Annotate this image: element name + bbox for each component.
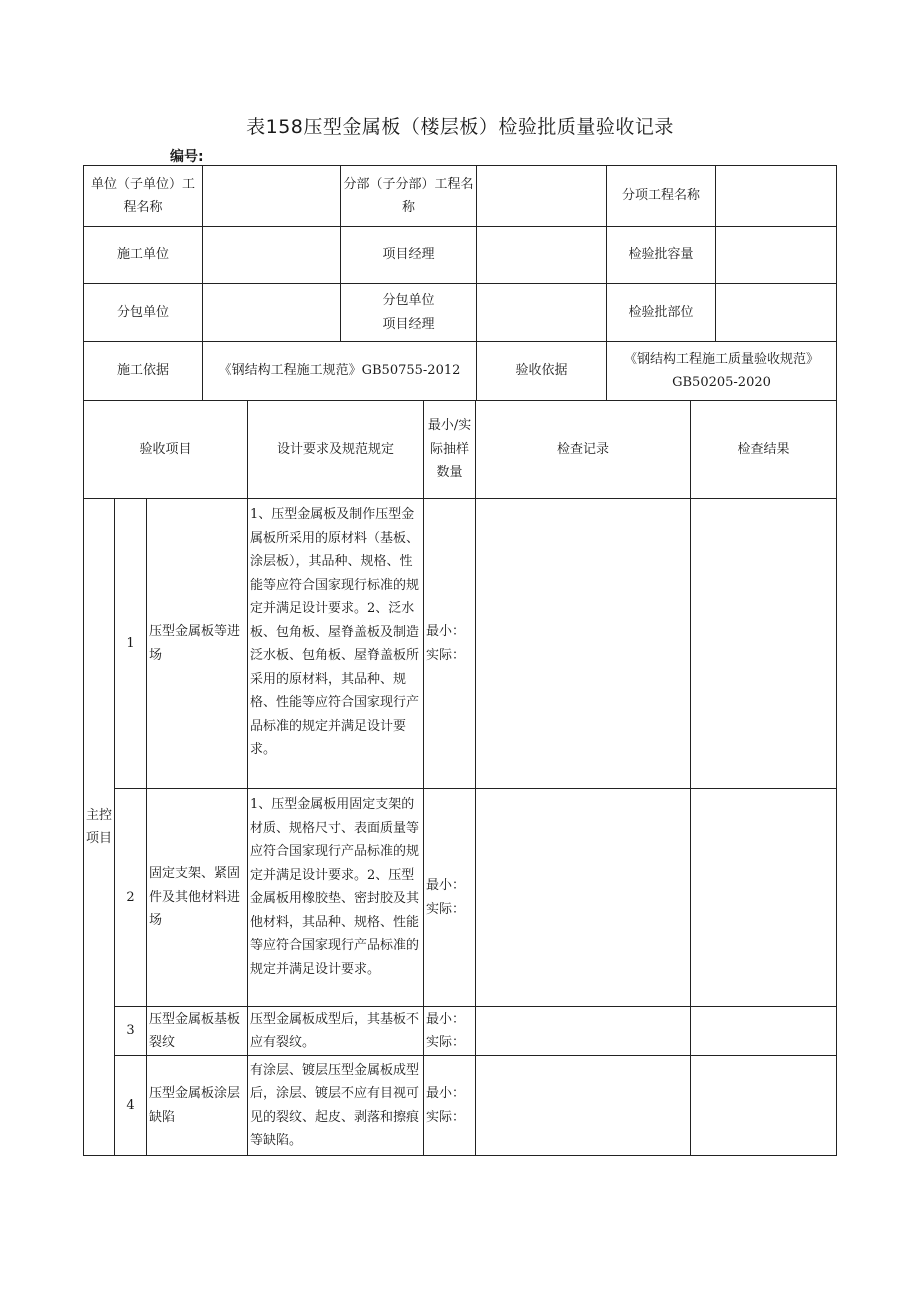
row-record[interactable] <box>476 789 691 1007</box>
row-requirement: 压型金属板成型后，其基板不应有裂纹。 <box>248 1007 424 1056</box>
unit-value[interactable] <box>203 166 341 227</box>
row-record[interactable] <box>476 1056 691 1156</box>
contractor-value[interactable] <box>203 227 341 284</box>
row-record[interactable] <box>476 1007 691 1056</box>
col-result-header: 检查结果 <box>691 401 837 499</box>
row-requirement: 有涂层、镀层压型金属板成型后，涂层、镀层不应有目视可见的裂纹、起皮、剥落和擦痕等缺陷。 <box>248 1056 424 1156</box>
basis-label: 施工依据 <box>84 342 203 401</box>
row-result[interactable] <box>691 1007 837 1056</box>
page-title: 表158压型金属板（楼层板）检验批质量验收记录 <box>246 116 674 138</box>
group-label: 主控项目 <box>84 499 115 1156</box>
table-row <box>84 1007 837 1056</box>
row-item-name: 压型金属板涂层缺陷 <box>147 1056 248 1156</box>
row-result[interactable] <box>691 789 837 1007</box>
subitem-value[interactable] <box>716 166 837 227</box>
acceptance-label: 验收依据 <box>477 342 607 401</box>
table-row <box>84 499 837 789</box>
col-item-header: 验收项目 <box>84 401 248 499</box>
col-requirement-header: 设计要求及规范规定 <box>248 401 424 499</box>
row-number: 1 <box>115 499 147 789</box>
col-sample-header: 最小/实际抽样数量 <box>424 401 476 499</box>
table-row <box>84 1056 837 1156</box>
acceptance-value: 《钢结构工程施工质量验收规范》GB50205-2020 <box>607 342 837 401</box>
row-number: 2 <box>115 789 147 1007</box>
division-value[interactable] <box>477 166 607 227</box>
table-row <box>84 789 837 1007</box>
unit-label: 单位（子单位）工程名称 <box>84 166 203 227</box>
row-item-name: 压型金属板基板裂纹 <box>147 1007 248 1056</box>
basis-value: 《钢结构工程施工规范》GB50755-2012 <box>203 342 477 401</box>
row-item-name: 压型金属板等进场 <box>147 499 248 789</box>
location-value[interactable] <box>716 284 837 342</box>
row-requirement: 1、压型金属板用固定支架的材质、规格尺寸、表面质量等应符合国家现行产品标准的规定并满足设计要求。2、压型金属板用橡胶垫、密封胶及其他材料，其品种、规格、性能等应符合国家现行产品标准的规定并满足设计要求。 <box>248 789 424 1007</box>
row-sample: 最小：实际： <box>424 499 476 789</box>
row-item-name: 固定支架、紧固件及其他材料进场 <box>147 789 248 1007</box>
inspection-table <box>83 400 837 1156</box>
subitem-label: 分项工程名称 <box>607 166 716 227</box>
division-label: 分部（子分部）工程名称 <box>341 166 477 227</box>
row-number: 3 <box>115 1007 147 1056</box>
row-sample: 最小：实际： <box>424 1007 476 1056</box>
contractor-label: 施工单位 <box>84 227 203 284</box>
col-record-header: 检查记录 <box>476 401 691 499</box>
row-requirement: 1、压型金属板及制作压型金属板所采用的原材料（基板、涂层板），其品种、规格、性能等应符合国家现行标准的规定并满足设计要求。2、泛水板、包角板、屋脊盖板及制造泛水板、包角板、屋脊盖板所采用的原材料，其品种、规格、性能等应符合国家现行产品标准的规定并满足设计要求。 <box>248 499 424 789</box>
subcontractor-label: 分包单位 <box>84 284 203 342</box>
subcontractor-value[interactable] <box>203 284 341 342</box>
capacity-value[interactable] <box>716 227 837 284</box>
row-result[interactable] <box>691 499 837 789</box>
pm-label: 项目经理 <box>341 227 477 284</box>
pm-value[interactable] <box>477 227 607 284</box>
capacity-label: 检验批容量 <box>607 227 716 284</box>
header-table <box>83 165 837 401</box>
row-number: 4 <box>115 1056 147 1156</box>
row-record[interactable] <box>476 499 691 789</box>
location-label: 检验批部位 <box>607 284 716 342</box>
serial-number-label: 编号: <box>170 149 204 165</box>
row-result[interactable] <box>691 1056 837 1156</box>
sub-pm-value[interactable] <box>477 284 607 342</box>
row-sample: 最小：实际： <box>424 1056 476 1156</box>
row-sample: 最小：实际： <box>424 789 476 1007</box>
sub-pm-label: 分包单位项目经理 <box>341 284 477 342</box>
